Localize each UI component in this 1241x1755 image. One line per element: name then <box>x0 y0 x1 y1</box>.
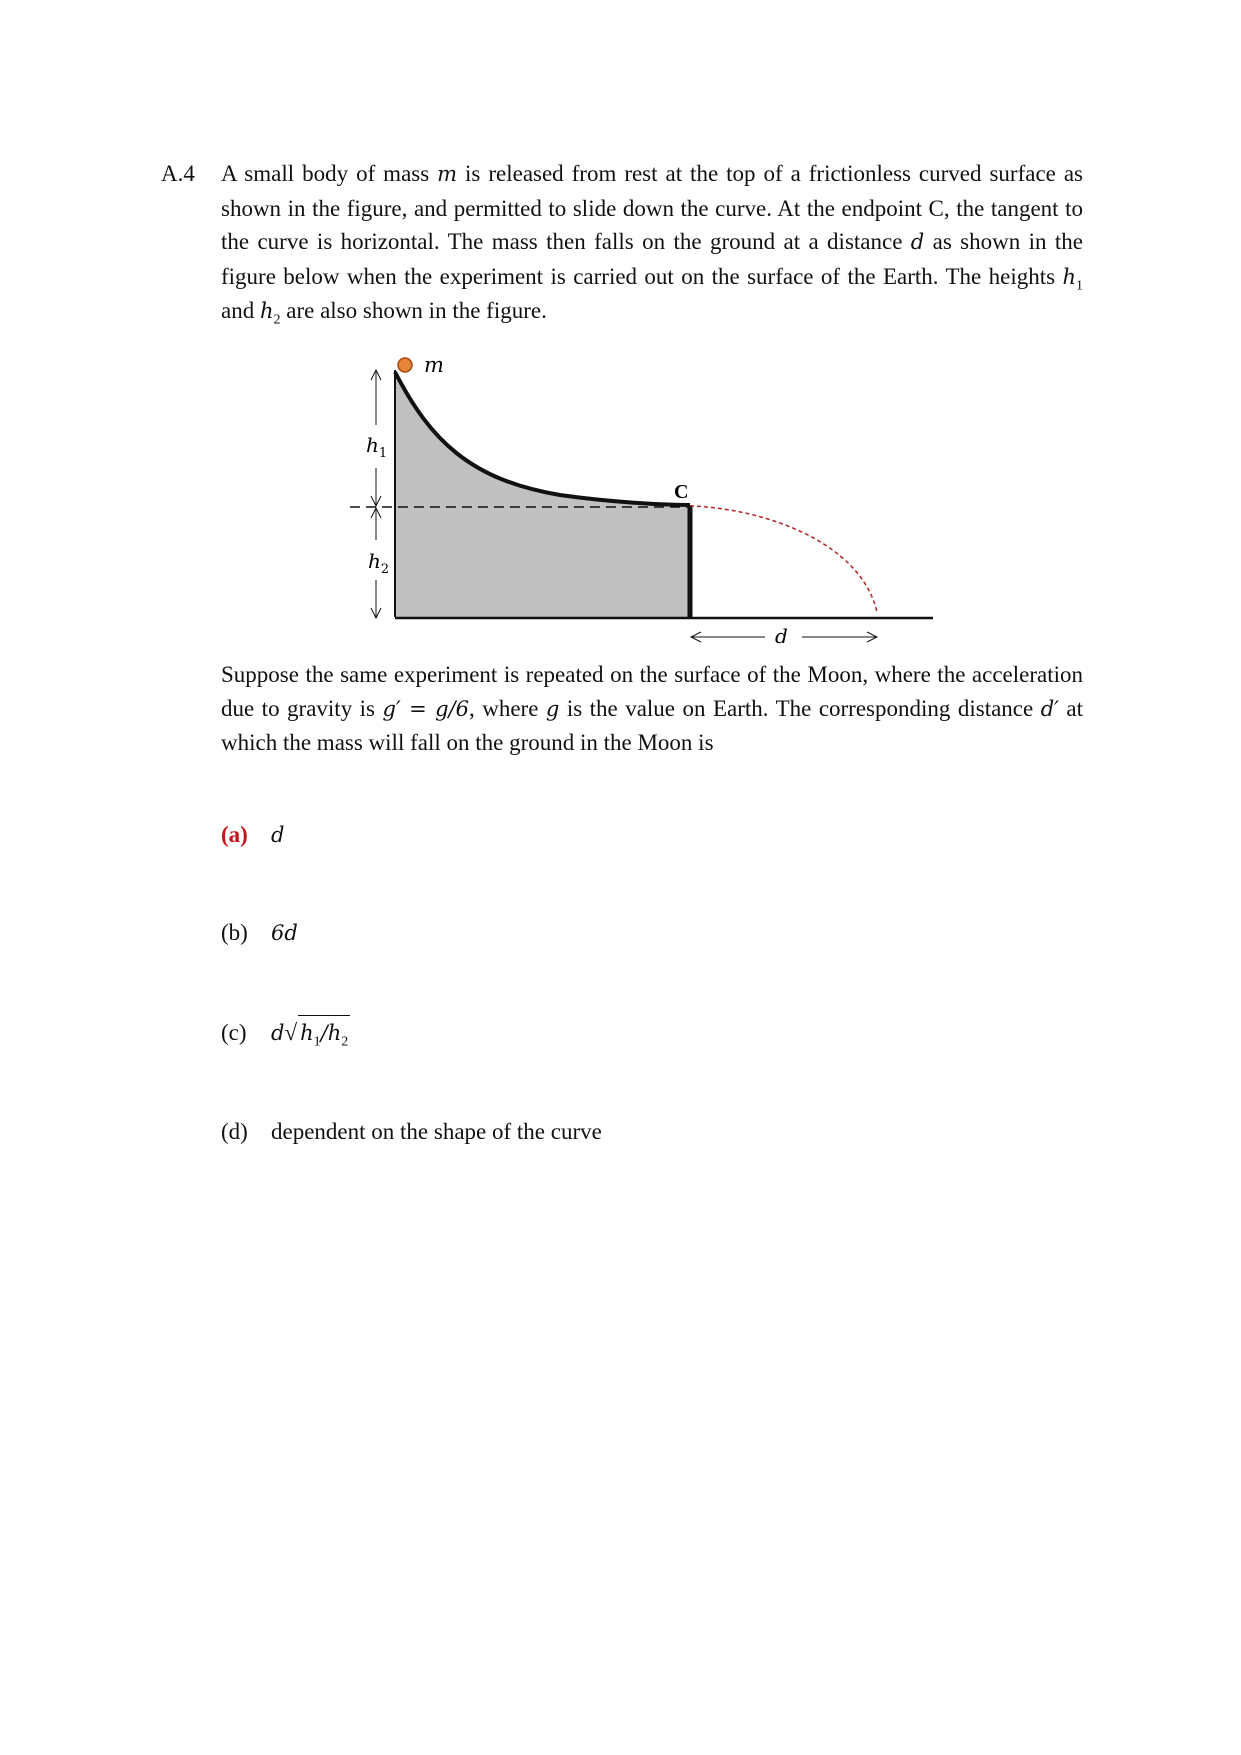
stem-text: as shown in the figure below when the experiment is carried out on the surface of the Earth. The heights <box>221 229 1083 289</box>
stem-text: A small body of mass <box>221 161 438 186</box>
h2-label: $h_2$ <box>368 549 390 577</box>
option-d-text: dependent on the shape of the curve <box>271 1119 602 1144</box>
radicand-h1: h <box>300 1021 314 1045</box>
sqrt-sign-icon: √ <box>284 1020 298 1045</box>
physics-figure <box>0 0 1241 700</box>
stem-var-m: m <box>437 162 458 186</box>
option-c-label: (c) <box>221 1020 247 1045</box>
option-d[interactable] <box>221 1115 602 1148</box>
followup-text: is the value on Earth. The corresponding distance <box>559 695 1041 721</box>
question-followup <box>221 658 1083 760</box>
radicand-h2: h <box>327 1021 342 1045</box>
option-a[interactable] <box>221 818 284 852</box>
option-d-label: (d) <box>221 1119 248 1144</box>
stem-var-h2: h <box>259 299 274 323</box>
stem-sub-2: 2 <box>273 312 281 328</box>
followup-text: Suppose the same experiment is repeated on the surface of the Moon, where the acceleration due to gravity is <box>221 662 1083 721</box>
followup-text: , where <box>469 695 546 721</box>
followup-text: at which the mass will fall on the ground in the Moon is <box>221 695 1083 755</box>
option-c[interactable] <box>221 1015 350 1050</box>
stem-text: is released from rest at the top of a frictionless curved surface as shown in the figure, and permitted to slide down the curve. At the endpoint C, the tangent to the curve is horizontal. The mass then falls on the ground at a distance <box>221 161 1083 254</box>
option-b-label: (b) <box>221 920 248 945</box>
curved-surface-region <box>395 372 690 617</box>
distance-label: d <box>775 624 788 648</box>
followup-gprime: g′ = g/6 <box>382 696 469 721</box>
option-c-radicand <box>298 1015 350 1050</box>
mass-ball-icon <box>398 358 412 372</box>
followup-var-g: g <box>545 696 560 721</box>
stem-sub-1: 1 <box>1076 278 1083 294</box>
mass-label: m <box>424 353 444 377</box>
stem-var-d: d <box>910 230 925 254</box>
radicand-sub-1: 1 <box>313 1034 321 1050</box>
stem-text: and <box>221 298 260 323</box>
option-c-prefix: d <box>271 1021 285 1045</box>
option-a-text: d <box>271 823 285 847</box>
stem-text: are also shown in the figure. <box>280 298 547 323</box>
radicand-sub-2: 2 <box>341 1034 349 1050</box>
question-number: A.4 <box>161 161 195 186</box>
option-b-text: 6d <box>271 921 298 945</box>
option-a-label: (a) <box>221 822 248 847</box>
trajectory-path <box>690 506 877 612</box>
option-b[interactable] <box>221 916 298 950</box>
radicand-slash: / <box>320 1021 328 1045</box>
point-c-label: C <box>674 481 689 503</box>
followup-dprime: d′ <box>1040 696 1059 721</box>
stem-var-h1: h <box>1062 264 1076 289</box>
h1-label: $h_1$ <box>366 433 388 461</box>
